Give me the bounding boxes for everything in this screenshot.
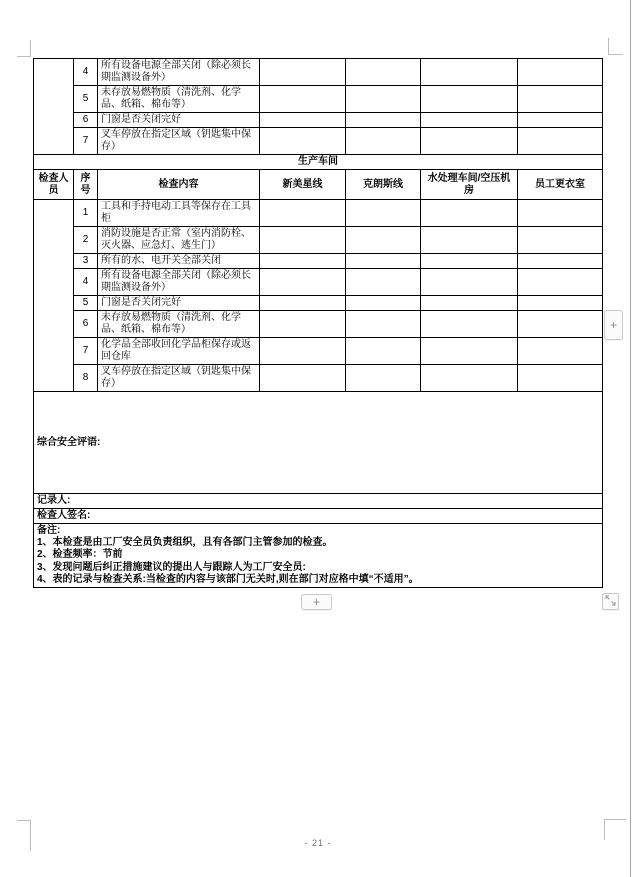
page-number: - 21 -: [304, 838, 332, 848]
check-cell[interactable]: [518, 59, 603, 86]
check-item-text: 叉车停放在指定区域（钥匙集中保存）: [98, 128, 260, 155]
check-cell[interactable]: [346, 227, 421, 254]
check-cell[interactable]: [421, 311, 518, 338]
check-cell[interactable]: [421, 227, 518, 254]
check-item-text: 工具和手持电动工具等保存在工具柜: [98, 200, 260, 227]
check-cell[interactable]: [421, 86, 518, 113]
check-cell[interactable]: [421, 128, 518, 155]
expand-table-button[interactable]: [602, 593, 619, 610]
check-cell[interactable]: [260, 227, 346, 254]
check-cell[interactable]: [421, 296, 518, 311]
section-title-production-workshop: 生产车间: [34, 155, 603, 170]
row-number: 6: [74, 311, 98, 338]
col-header-content: 检查内容: [98, 170, 260, 200]
check-cell[interactable]: [260, 113, 346, 128]
check-cell[interactable]: [346, 86, 421, 113]
check-cell[interactable]: [346, 200, 421, 227]
margin-mark-top-right: [608, 38, 623, 55]
check-item-text: 叉车停放在指定区域（钥匙集中保存）: [98, 365, 260, 392]
check-cell[interactable]: [346, 254, 421, 269]
check-cell[interactable]: [260, 296, 346, 311]
check-cell[interactable]: [421, 338, 518, 365]
margin-mark-bottom-right: [604, 819, 626, 840]
check-cell[interactable]: [346, 269, 421, 296]
check-cell[interactable]: [260, 338, 346, 365]
row-number: 8: [74, 365, 98, 392]
check-item-text: 化学品全部收回化学品柜保存或返回仓库: [98, 338, 260, 365]
check-cell[interactable]: [260, 365, 346, 392]
check-cell[interactable]: [346, 338, 421, 365]
note-item-4: 4、表的记录与检查关系:当检查的内容与该部门无关时,则在部门对应格中填“不适用”。: [37, 573, 419, 585]
note-item-3: 3、发现问题后纠正措施建议的提出人与跟踪人为工厂安全员:: [37, 561, 306, 573]
check-cell[interactable]: [346, 59, 421, 86]
margin-mark-top-left: [17, 40, 31, 57]
view-edge-line: [630, 0, 631, 877]
check-cell[interactable]: [421, 113, 518, 128]
check-item-text: 消防设施是否正常（室内消防栓、灭火器、应急灯、逃生门）: [98, 227, 260, 254]
row-number: 4: [74, 269, 98, 296]
col-header-krones-line: 克朗斯线: [346, 170, 421, 200]
col-header-xmx-line: 新美星线: [260, 170, 346, 200]
row-number: 4: [74, 59, 98, 86]
check-cell[interactable]: [518, 128, 603, 155]
col-header-locker-room: 员工更衣室: [518, 170, 603, 200]
check-cell[interactable]: [421, 200, 518, 227]
row-number: 3: [74, 254, 98, 269]
row-number: 7: [74, 338, 98, 365]
check-cell[interactable]: [260, 269, 346, 296]
check-item-text: 门窗是否关闭完好: [98, 113, 260, 128]
check-cell[interactable]: [421, 365, 518, 392]
check-cell[interactable]: [346, 365, 421, 392]
col-header-water-room: 水处理车间/空压机房: [421, 170, 518, 200]
check-cell[interactable]: [518, 227, 603, 254]
row-number: 1: [74, 200, 98, 227]
check-cell[interactable]: [346, 296, 421, 311]
inspection-table: [33, 58, 603, 588]
check-item-text: 所有设备电源全部关闭（除必须长期监测设备外）: [98, 59, 260, 86]
check-cell[interactable]: [518, 113, 603, 128]
recorder-cell[interactable]: 记录人:: [34, 494, 603, 509]
row-number: 7: [74, 128, 98, 155]
note-item-2: 2、检查频率：节前: [37, 549, 123, 561]
notes-title: 备注:: [37, 525, 61, 536]
check-cell[interactable]: [346, 113, 421, 128]
check-cell[interactable]: [260, 59, 346, 86]
add-row-button[interactable]: +: [301, 594, 332, 610]
check-item-text: 门窗是否关闭完好: [98, 296, 260, 311]
row-number: 5: [74, 86, 98, 113]
check-item-text: 未存放易燃物质（清洗剂、化学品、纸箱、棉布等）: [98, 86, 260, 113]
check-cell[interactable]: [518, 200, 603, 227]
check-cell[interactable]: [421, 59, 518, 86]
check-cell[interactable]: [260, 128, 346, 155]
check-cell[interactable]: [346, 128, 421, 155]
check-cell[interactable]: [346, 311, 421, 338]
check-cell[interactable]: [260, 311, 346, 338]
check-cell[interactable]: [260, 86, 346, 113]
check-cell[interactable]: [518, 86, 603, 113]
check-cell[interactable]: [518, 338, 603, 365]
summary-comment-cell[interactable]: 综合安全评语:: [34, 392, 603, 494]
check-item-text: 所有的水、电开关全部关闭: [98, 254, 260, 269]
check-item-text: 所有设备电源全部关闭（除必须长期监测设备外）: [98, 269, 260, 296]
check-cell[interactable]: [518, 269, 603, 296]
row-number: 5: [74, 296, 98, 311]
col-header-inspector: 检查人员: [34, 170, 74, 200]
add-column-button[interactable]: +: [604, 310, 623, 340]
check-cell[interactable]: [518, 296, 603, 311]
row-number: 2: [74, 227, 98, 254]
inspector-cell-prev-section[interactable]: [34, 59, 74, 155]
note-item-1: 1、本检查是由工厂安全员负责组织，且有各部门主管参加的检查。: [37, 537, 333, 549]
check-cell[interactable]: [518, 254, 603, 269]
inspector-cell-production[interactable]: [34, 200, 74, 392]
check-cell[interactable]: [260, 200, 346, 227]
check-cell[interactable]: [421, 254, 518, 269]
check-cell[interactable]: [518, 365, 603, 392]
check-cell[interactable]: [421, 269, 518, 296]
expand-icon: [605, 595, 616, 608]
check-cell[interactable]: [260, 254, 346, 269]
check-item-text: 未存放易燃物质（清洗剂、化学品、纸箱、棉布等）: [98, 311, 260, 338]
col-header-seq: 序号: [74, 170, 98, 200]
inspector-signature-cell[interactable]: 检查人签名:: [34, 509, 603, 524]
notes-cell: [34, 524, 603, 588]
row-number: 6: [74, 113, 98, 128]
check-cell[interactable]: [518, 311, 603, 338]
